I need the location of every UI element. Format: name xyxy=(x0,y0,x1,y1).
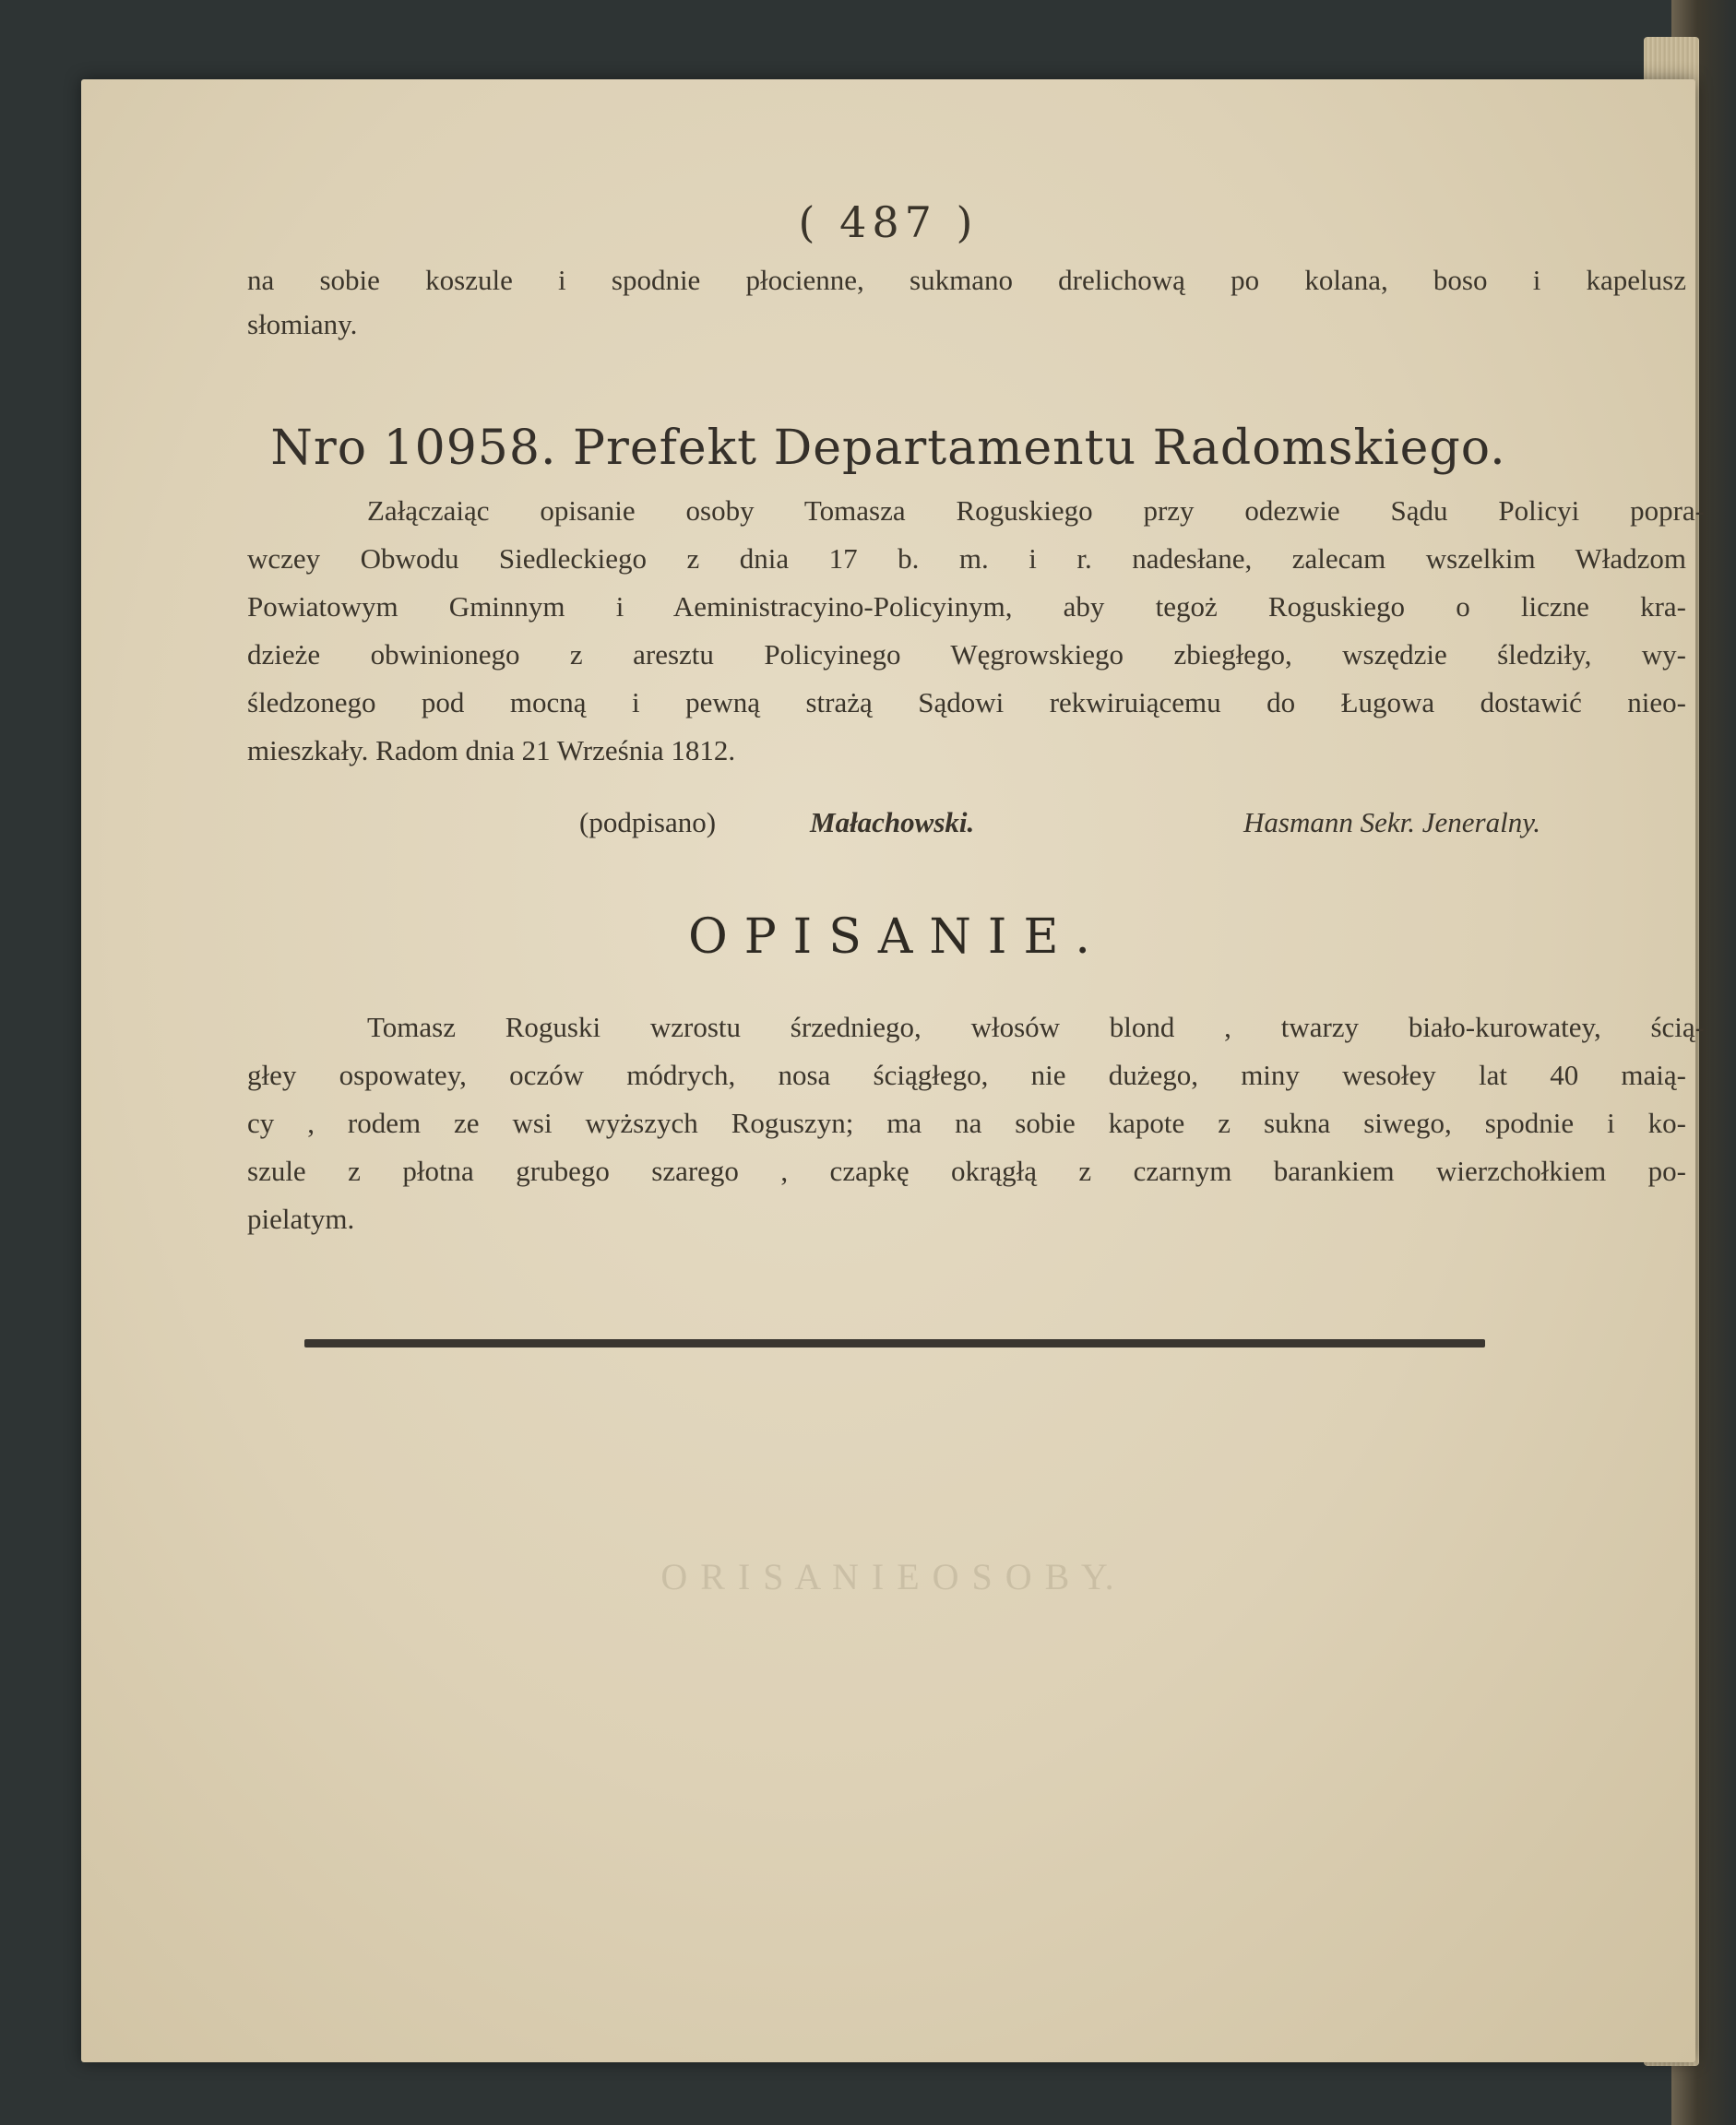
description-line-4: szule z płotna grubego szarego , czapkę okrągłą z czarnym barankiem wierzchołkiem po- xyxy=(247,1155,1686,1187)
description-line-5: pielatym. xyxy=(247,1203,355,1235)
page-number: ( 487 ) xyxy=(798,197,979,247)
bleed-through-texture: O R I S A N I E O S O B Y. xyxy=(660,1556,1116,1597)
horizontal-rule xyxy=(304,1339,1485,1347)
body-line-1: Załączaiąc opisanie osoby Tomasza Roguskiego przy odezwie Sądu Policyi popra- xyxy=(367,494,1705,527)
body-line-4: dzieże obwinionego z aresztu Policyinego Węgrowskiego zbiegłego, wszędzie śledziły, wy- xyxy=(247,638,1686,671)
secretary-name: Hasmann Sekr. Jeneralny. xyxy=(1243,806,1540,838)
body-line-5: śledzonego pod mocną i pewną strażą Sądowi rekwiruiącemu do Ługowa dostawić nieo- xyxy=(247,686,1686,718)
signed-label: (podpisano) xyxy=(579,806,717,838)
body-line-3: Powiatowym Gminnym i Aeministracyino-Policyinym, aby tegoż Roguskiego o liczne kra- xyxy=(247,590,1686,623)
decree-heading: Nro 10958. Prefekt Departamentu Radomskiego. xyxy=(270,421,1506,476)
section-title: OPISANIE. xyxy=(688,909,1107,965)
document-page xyxy=(81,79,1705,2062)
intro-line-1: na sobie koszule i spodnie płocienne, sukmano drelichową po kolana, boso i kapelusz xyxy=(247,264,1686,296)
intro-line-2: słomiany. xyxy=(247,308,358,340)
description-line-3: cy , rodem ze wsi wyższych Roguszyn; ma na sobie kapote z sukna siwego, spodnie i ko- xyxy=(247,1107,1686,1139)
description-line-1: Tomasz Roguski wzrostu śrzedniego, włosów blond , twarzy biało-kurowatey, ścią- xyxy=(367,1011,1705,1043)
description-line-2: głey ospowatey, oczów módrych, nosa ściągłego, nie dużego, miny wesołey lat 40 maią- xyxy=(247,1059,1686,1091)
body-line-6: mieszkały. Radom dnia 21 Września 1812. xyxy=(247,734,736,766)
body-line-2: wczey Obwodu Siedleckiego z dnia 17 b. m. i r. nadesłane, zalecam wszelkim Władzom xyxy=(247,542,1686,575)
signer-name: Małachowski. xyxy=(810,806,975,838)
